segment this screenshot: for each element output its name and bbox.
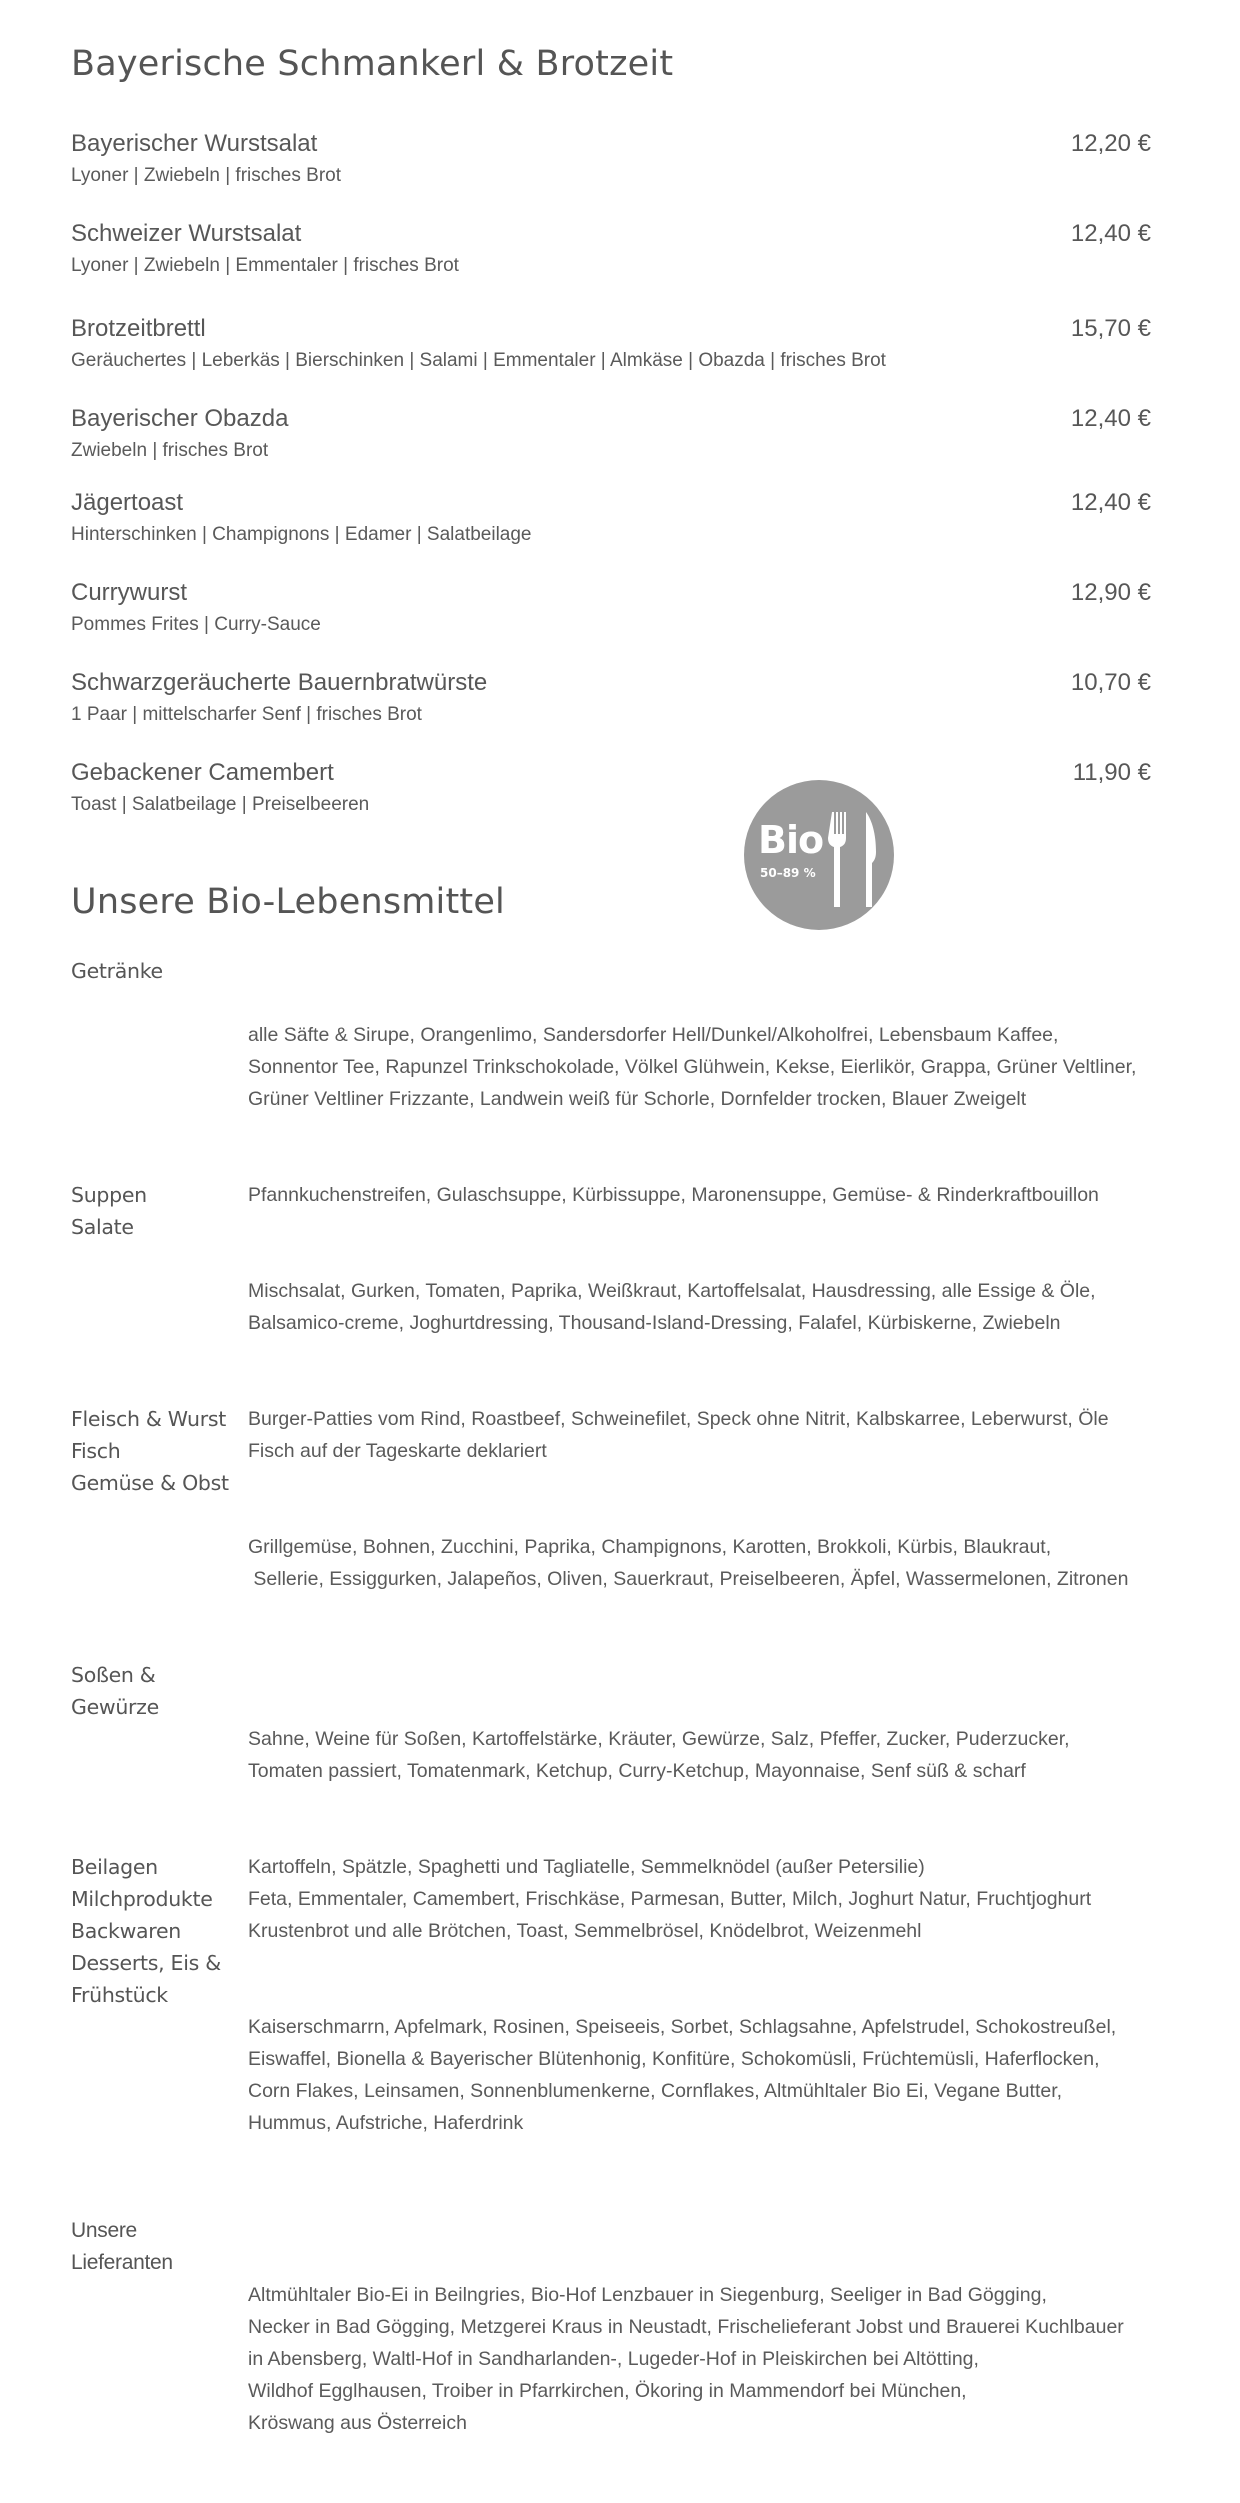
bio-badge-percent: 50–89 % bbox=[760, 866, 816, 880]
row-content: Grillgemüse, Bohnen, Zucchini, Paprika, Champignons, Karotten, Brokkoli, Kürbis, Blaukraut, Sellerie, Essiggurken, Jalapeños, Oliven, Sauerkraut, Preiselbeeren, Äpfel, Wassermelonen, Zitronen bbox=[248, 1536, 1129, 1590]
row-content: Mischsalat, Gurken, Tomaten, Paprika, Weißkraut, Kartoffelsalat, Hausdressing, alle Essige & Öle, Balsamico-creme, Joghurtdressing, Thousand-Island-Dressing, Falafel, Kürbiskerne, Zwiebeln bbox=[248, 1280, 1096, 1334]
item-description: Lyoner | Zwiebeln | Emmentaler | frisches Brot bbox=[71, 255, 459, 276]
row-content: Burger-Patties vom Rind, Roastbeef, Schweinefilet, Speck ohne Nitrit, Kalbskarree, Leberwurst, Öle bbox=[248, 1408, 1109, 1430]
item-name: Jägertoast bbox=[71, 489, 184, 516]
bio-badge-label: Bio bbox=[758, 818, 824, 862]
item-price: 12,40 € bbox=[1070, 405, 1151, 432]
bio-row-lieferanten bbox=[71, 2215, 1191, 2503]
bio-row-gemuese-obst bbox=[71, 1467, 1191, 1659]
bio-row-fleisch-wurst bbox=[71, 1403, 1191, 1435]
item-name: Schweizer Wurstsalat bbox=[71, 220, 302, 247]
bio-row-desserts-fruehstueck bbox=[71, 1947, 1191, 2203]
item-description: Toast | Salatbeilage | Preiselbeeren bbox=[71, 794, 370, 815]
row-label: Fisch bbox=[71, 1439, 121, 1463]
row-content: Feta, Emmentaler, Camembert, Frischkäse, Parmesan, Butter, Milch, Joghurt Natur, Fruchtjoghurt bbox=[248, 1888, 1092, 1910]
row-label: Milchprodukte bbox=[71, 1887, 213, 1911]
item-description: Hinterschinken | Champignons | Edamer | Salatbeilage bbox=[71, 524, 532, 545]
menu-item bbox=[71, 219, 1151, 279]
item-description: Zwiebeln | frisches Brot bbox=[71, 440, 269, 461]
section-title-bio: Unsere Bio-Lebensmittel bbox=[71, 882, 505, 922]
row-content: Altmühltaler Bio-Ei in Beilngries, Bio-Hof Lenzbauer in Siegenburg, Seeliger in Bad Gögging, Necker in Bad Gögging, Metzgerei Kraus in Neustadt, Frischelieferant Jobst und Brauerei Kuchlbauer in Abensberg, Waltl-Hof in Sandharlanden-, Lugeder-Hof in Pleiskirchen bei Altötting, Wildhof Egglhausen, Troiber in Pfarrkirchen, Ökoring in Mammendorf bei München, Kröswang aus Österreich bbox=[248, 2284, 1124, 2434]
row-content: Krustenbrot und alle Brötchen, Toast, Semmelbrösel, Knödelbrot, Weizenmehl bbox=[248, 1920, 922, 1942]
fork-knife-icon bbox=[828, 810, 878, 908]
bio-row-beilagen bbox=[71, 1851, 1191, 1883]
spacer bbox=[71, 2203, 1191, 2215]
item-price: 12,20 € bbox=[1070, 130, 1151, 157]
menu-item bbox=[71, 578, 1151, 638]
menu-item bbox=[71, 129, 1151, 189]
row-content: alle Säfte & Sirupe, Orangenlimo, Sandersdorfer Hell/Dunkel/Alkoholfrei, Lebensbaum Kaffee, Sonnentor Tee, Rapunzel Trinkschokolade, Völkel Glühwein, Kekse, Eierlikör, Grappa, Grüner Veltliner, Grüner Veltliner Frizzante, Landwein weiß für Schorle, Dornfelder trocken, Blauer Zweigelt bbox=[248, 1024, 1137, 1110]
item-price: 12,90 € bbox=[1070, 579, 1151, 606]
bio-ingredients-table bbox=[71, 955, 1191, 2503]
row-content: Kaiserschmarrn, Apfelmark, Rosinen, Speiseeis, Sorbet, Schlagsahne, Apfelstrudel, Schokostreußel, Eiswaffel, Bionella & Bayerischer Blütenhonig, Konfitüre, Schokomüsli, Früchtemüsli, Haferflocken, Corn Flakes, Leinsamen, Sonnenblumenkerne, Cornflakes, Altmühltaler Bio Ei, Vegane Butter, Hummus, Aufstriche, Haferdrink bbox=[248, 2016, 1117, 2134]
item-name: Schwarzgeräucherte Bauernbratwürste bbox=[71, 669, 488, 696]
menu-item bbox=[71, 314, 1151, 374]
row-label: Salate bbox=[71, 1215, 134, 1239]
row-content: Sahne, Weine für Soßen, Kartoffelstärke, Kräuter, Gewürze, Salz, Pfeffer, Zucker, Puderzucker, Tomaten passiert, Tomatenmark, Ketchup, Curry-Ketchup, Mayonnaise, Senf süß & scharf bbox=[248, 1728, 1070, 1782]
item-name: Currywurst bbox=[71, 579, 188, 606]
item-name: Gebackener Camembert bbox=[71, 759, 334, 786]
row-label: Soßen & Gewürze bbox=[71, 1663, 159, 1719]
row-label: Suppen bbox=[71, 1183, 147, 1207]
section-title-schmankerl: Bayerische Schmankerl & Brotzeit bbox=[71, 44, 674, 84]
row-label: Desserts, Eis & Frühstück bbox=[71, 1951, 221, 2007]
bio-row-sossen-gewuerze bbox=[71, 1659, 1191, 1851]
item-description: 1 Paar | mittelscharfer Senf | frisches Brot bbox=[71, 704, 422, 725]
item-price: 11,90 € bbox=[1072, 759, 1151, 786]
item-price: 10,70 € bbox=[1070, 669, 1151, 696]
row-label: Getränke bbox=[71, 959, 163, 983]
item-description: Pommes Frites | Curry-Sauce bbox=[71, 614, 321, 635]
item-price: 12,40 € bbox=[1070, 489, 1151, 516]
item-price: 12,40 € bbox=[1070, 220, 1151, 247]
row-content: Pfannkuchenstreifen, Gulaschsuppe, Kürbissuppe, Maronensuppe, Gemüse- & Rinderkraftbouillon bbox=[248, 1184, 1099, 1206]
row-label: Beilagen bbox=[71, 1855, 158, 1879]
item-description: Geräuchertes | Leberkäs | Bierschinken | Salami | Emmentaler | Almkäse | Obazda | frisches Brot bbox=[71, 350, 886, 371]
item-price: 15,70 € bbox=[1070, 315, 1151, 342]
row-content: Kartoffeln, Spätzle, Spaghetti und Tagliatelle, Semmelknödel (außer Petersilie) bbox=[248, 1856, 925, 1878]
menu-item bbox=[71, 488, 1151, 548]
row-label: Gemüse & Obst bbox=[71, 1471, 229, 1495]
bio-badge bbox=[744, 780, 894, 930]
bio-row-getraenke bbox=[71, 955, 1191, 1179]
item-description: Lyoner | Zwiebeln | frisches Brot bbox=[71, 165, 341, 186]
menu-item bbox=[71, 668, 1151, 728]
item-name: Brotzeitbrettl bbox=[71, 315, 206, 342]
bio-row-backwaren bbox=[71, 1915, 1191, 1947]
item-name: Bayerischer Wurstsalat bbox=[71, 130, 318, 157]
bio-row-suppen bbox=[71, 1179, 1191, 1211]
row-label: Unsere Lieferanten bbox=[71, 2219, 173, 2274]
item-name: Bayerischer Obazda bbox=[71, 405, 289, 432]
row-label: Backwaren bbox=[71, 1919, 181, 1943]
bio-row-fisch bbox=[71, 1435, 1191, 1467]
bio-row-salate bbox=[71, 1211, 1191, 1403]
row-content: Fisch auf der Tageskarte deklariert bbox=[248, 1440, 547, 1462]
row-label: Fleisch & Wurst bbox=[71, 1407, 226, 1431]
bio-row-milchprodukte bbox=[71, 1883, 1191, 1915]
menu-item bbox=[71, 404, 1151, 464]
menu-item bbox=[71, 758, 1151, 818]
